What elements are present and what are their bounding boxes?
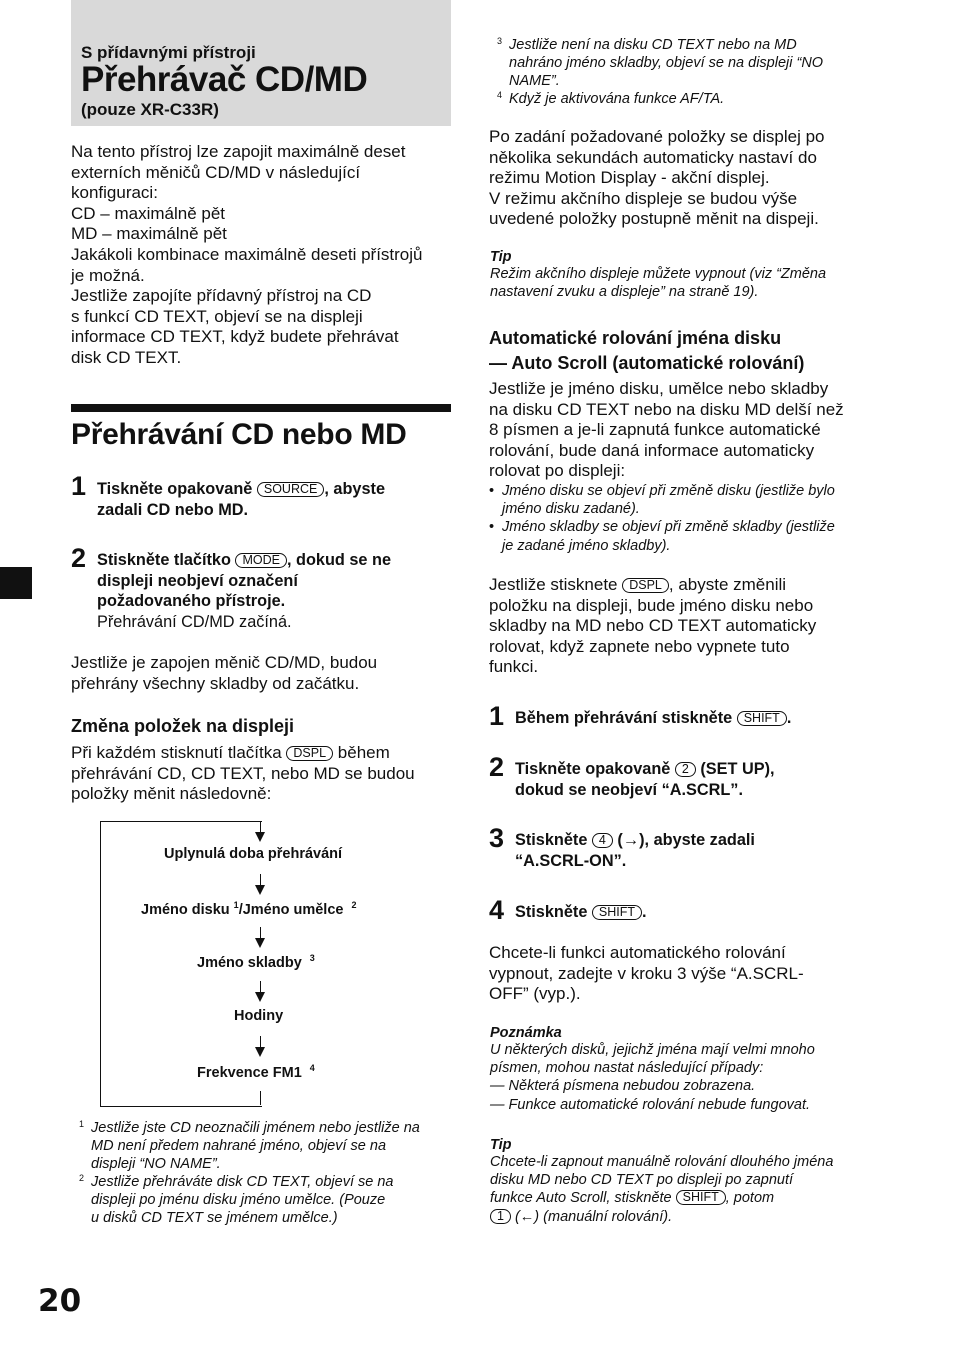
- note-line: U některých disků, jejichž jména mají velmi mnoho: [490, 1042, 815, 1058]
- header-note: (pouze XR-C33R): [81, 100, 219, 119]
- para-line: položky měnit následovně:: [71, 784, 272, 804]
- display-paragraph: [71, 743, 415, 805]
- step-text: Během přehrávání stiskněte: [515, 709, 737, 727]
- arrow-down-icon: [255, 885, 265, 895]
- tip-line: Chcete-li zapnout manuálně rolování dlouhého jména: [490, 1154, 834, 1170]
- note-line: písmen, mohou nastat následující případy:: [490, 1060, 764, 1077]
- tip-2: [490, 1137, 833, 1226]
- intro-line: externích měničů CD/MD v následující: [71, 162, 361, 182]
- intro-line: disk CD TEXT.: [71, 347, 182, 367]
- para-line: položku na displeji, bude jméno disku nebo: [489, 595, 814, 615]
- step-text: , dokud se ne: [286, 551, 391, 569]
- footnote-ref: 4: [309, 1063, 315, 1073]
- flow-item-fm-frequency: [197, 1063, 315, 1081]
- footnote-line: Jestliže není na disku CD TEXT nebo na MD: [509, 37, 797, 53]
- section-rule: [71, 404, 451, 412]
- footnote-line: nahráno jméno skladby, objeví se na displeji “NO: [509, 55, 824, 72]
- para-text: , abyste změnili: [668, 575, 787, 594]
- footnote-number: 4: [497, 90, 503, 100]
- step-result: Přehrávání CD/MD začíná.: [97, 612, 292, 631]
- para-line: funkci.: [489, 657, 539, 677]
- heading-line: — Auto Scroll (automatické rolování): [489, 352, 805, 373]
- step-1-text: [97, 479, 385, 520]
- shift-button-label: SHIFT: [592, 905, 642, 920]
- para-line: na disku CD TEXT nebo na disku MD delší než: [489, 399, 844, 419]
- footnote-ref: 2: [351, 900, 357, 910]
- para-line: 8 písmen a je-li zapnutá funkce automatické: [489, 420, 821, 440]
- bullet-text: Jméno skladby se objeví při změně skladby (jestliže: [502, 519, 835, 536]
- step-number: 1: [489, 701, 505, 731]
- note-label: Poznámka: [490, 1025, 562, 1041]
- bullet-item: [489, 518, 835, 554]
- intro-line: MD – maximálně pět: [71, 224, 227, 244]
- step-number: 2: [71, 543, 87, 573]
- note-line: — Některá písmena nebudou zobrazena.: [490, 1078, 756, 1095]
- flow-item-clock: Hodiny: [234, 1008, 284, 1024]
- footnote-line: Když je aktivována funkce AF/TA.: [509, 91, 725, 107]
- chapter-tab-marker: [0, 567, 32, 599]
- step-2-text: [515, 759, 775, 800]
- number-2-button-label: 2: [675, 762, 696, 777]
- tip-text: , potom: [725, 1190, 775, 1207]
- step-2-text: [97, 550, 391, 632]
- footnote-line: Jestliže jste CD neoznačili jménem nebo jestliže na: [91, 1120, 420, 1136]
- step-text: “A.SCRL-ON”.: [515, 851, 627, 870]
- number-1-button-label: 1: [490, 1209, 511, 1224]
- para-line: vypnout, zadejte v kroku 3 výše “A.SCRL-: [489, 963, 804, 983]
- para-line: přehrány všechny skladby od začátku.: [71, 673, 360, 693]
- step-number: 2: [489, 752, 505, 782]
- mode-button-label: MODE: [235, 553, 287, 568]
- footnote-line: u disků CD TEXT se jménem umělce.): [91, 1210, 338, 1227]
- footnote-number: 1: [79, 1119, 85, 1129]
- footnote-line: displeji po jménu disku jméno umělce. (Pouze: [91, 1192, 386, 1209]
- bullet-icon: •: [489, 519, 495, 536]
- flow-item-track-name: [197, 953, 315, 971]
- para-text: Při každém stisknutí tlačítka: [71, 743, 287, 762]
- heading-line: Automatické rolování jména disku: [489, 328, 782, 348]
- arrow-down-icon: [255, 938, 265, 948]
- footnote-line: Jestliže přehráváte disk CD TEXT, objeví se na: [91, 1174, 394, 1190]
- shift-button-label: SHIFT: [737, 711, 787, 726]
- dspl-button-label: DSPL: [286, 746, 333, 761]
- intro-line: CD – maximálně pět: [71, 203, 226, 223]
- step-number: 3: [489, 823, 505, 853]
- intro-line: Jestliže zapojíte přídavný přístroj na CD: [71, 286, 372, 306]
- autoscroll-paragraph: [489, 379, 844, 482]
- intro-paragraph: [71, 142, 423, 369]
- number-4-button-label: 4: [592, 833, 613, 848]
- para-line: přehrávání CD, CD TEXT, nebo MD se budou: [71, 763, 415, 783]
- section-header-box: [71, 0, 451, 126]
- arrow-down-icon: [255, 992, 265, 1002]
- note-line: — Funkce automatické rolování nebude fungovat.: [490, 1096, 810, 1113]
- tip-line: disku MD nebo CD TEXT po displeji po zapnutí: [490, 1172, 794, 1189]
- footnote-line: NAME”.: [509, 73, 560, 90]
- shift-button-label: SHIFT: [676, 1190, 726, 1205]
- arrow-down-icon: [255, 1047, 265, 1057]
- tip-text: funkce Auto Scroll, stiskněte: [490, 1190, 676, 1207]
- flow-arrow-line: [260, 1091, 261, 1105]
- step-text: .: [786, 709, 792, 727]
- footnote-number: 2: [79, 1173, 85, 1183]
- para-text: Jestliže stisknete: [489, 575, 623, 594]
- tip-label: Tip: [490, 1137, 512, 1153]
- header-subtitle: S přídavnými přístroji: [81, 43, 256, 62]
- footnote-line: displeji “NO NAME”.: [91, 1156, 221, 1173]
- intro-line: je možná.: [71, 265, 145, 285]
- intro-line: Jakákoli kombinace maximálně deseti přístrojů: [71, 244, 423, 264]
- bullet-text: je zadané jméno skladby).: [502, 537, 671, 554]
- flow-item-elapsed-time: Uplynulá doba přehrávání: [164, 846, 343, 862]
- para-line: rolovat, když zapnete nebo vypnete tuto: [489, 636, 790, 656]
- flow-label: /Jméno umělce: [238, 902, 344, 918]
- autoscroll-heading: [489, 326, 804, 375]
- step-text: Tiskněte opakovaně: [515, 760, 675, 778]
- step-text: Stiskněte: [515, 903, 592, 921]
- step-1-text: [515, 708, 791, 729]
- para-line: rolování, bude daná informace automaticky: [489, 440, 815, 460]
- para-line: Po zadání požadované položky se displej po: [489, 127, 825, 146]
- step-text: .: [642, 903, 647, 921]
- tip-text: (←) (manuální rolování).: [510, 1208, 673, 1225]
- bullet-icon: •: [489, 483, 495, 499]
- page-number: 20: [38, 1283, 82, 1319]
- step-3-text: [515, 830, 755, 871]
- changer-paragraph: [71, 653, 377, 694]
- step-text: dokud se neobjeví “A.SCRL”.: [515, 780, 743, 799]
- intro-line: konfiguraci:: [71, 183, 158, 203]
- tip-line: nastavení zvuku a displeje” na straně 19).: [490, 284, 759, 301]
- para-line: několika sekundách automaticky nastaví do: [489, 147, 817, 167]
- footnote-ref: 3: [309, 953, 315, 963]
- step-text: displeji neobjeví označení: [97, 571, 298, 590]
- flow-label: Jméno disku: [141, 902, 234, 918]
- flow-label: Jméno skladby: [197, 955, 302, 971]
- tip-1: [490, 249, 826, 301]
- step-number: 4: [489, 895, 505, 925]
- bullet-item: [489, 482, 835, 518]
- dspl-button-label: DSPL: [622, 578, 669, 593]
- para-line: skladby na MD nebo CD TEXT automaticky: [489, 616, 817, 636]
- step-text: Stiskněte tlačítko: [97, 551, 236, 569]
- step-text: (SET UP),: [695, 760, 775, 778]
- footnote-line: MD není předem nahrané jméno, objeví se na: [91, 1138, 387, 1155]
- dspl-paragraph: [489, 575, 816, 678]
- step-text: Tiskněte opakovaně: [97, 480, 257, 498]
- tip-line: Režim akčního displeje můžete vypnout (viz “Změna: [490, 266, 827, 282]
- intro-line: informace CD TEXT, když budete přehrávat: [71, 327, 399, 347]
- bullet-text: jméno disku zadané).: [502, 501, 640, 518]
- step-number: 1: [71, 471, 87, 501]
- para-line: Jestliže je jméno disku, umělce nebo skladby: [489, 379, 829, 398]
- step-text: (→), abyste zadali: [612, 831, 755, 849]
- footnote-number: 3: [497, 36, 503, 46]
- intro-line: Na tento přístroj lze zapojit maximálně deset: [71, 142, 406, 161]
- motion-display-paragraph: [489, 127, 825, 230]
- note-block: [490, 1025, 815, 1114]
- autoscroll-bullet-list: [489, 482, 835, 555]
- step-text: požadovaného přístroje.: [97, 592, 286, 611]
- para-line: uvedené položky postupně měnit na dispeji.: [489, 209, 819, 229]
- step-text: zadali CD nebo MD.: [97, 500, 249, 519]
- para-line: rolovat po displeji:: [489, 461, 626, 481]
- para-text: během: [333, 743, 390, 762]
- display-heading: Změna položek na displeji: [71, 716, 295, 736]
- flow-item-disc-artist: [141, 900, 356, 918]
- para-line: Chcete-li funkci automatického rolování: [489, 943, 786, 962]
- para-line: režimu Motion Display - akční displej.: [489, 168, 770, 188]
- bullet-text: Jméno disku se objeví při změně disku (jestliže bylo: [502, 483, 835, 499]
- tip-label: Tip: [490, 249, 512, 265]
- step-text: , abyste: [324, 480, 385, 498]
- para-line: Jestliže je zapojen měnič CD/MD, budou: [71, 653, 378, 672]
- autoscroll-off-paragraph: [489, 943, 804, 1005]
- footnote-ref: 1: [233, 900, 239, 910]
- para-line: OFF” (vyp.).: [489, 984, 581, 1004]
- source-button-label: SOURCE: [257, 482, 324, 497]
- flow-label: Frekvence FM1: [197, 1065, 302, 1081]
- step-text: Stiskněte: [515, 831, 592, 849]
- step-4-text: [515, 902, 647, 923]
- arrow-down-icon: [255, 832, 265, 842]
- intro-line: s funkcí CD TEXT, objeví se na displeji: [71, 306, 363, 326]
- para-line: V režimu akčního displeje se budou výše: [489, 188, 798, 208]
- section-title: Přehrávání CD nebo MD: [71, 418, 407, 451]
- header-title: Přehrávač CD/MD: [81, 60, 368, 99]
